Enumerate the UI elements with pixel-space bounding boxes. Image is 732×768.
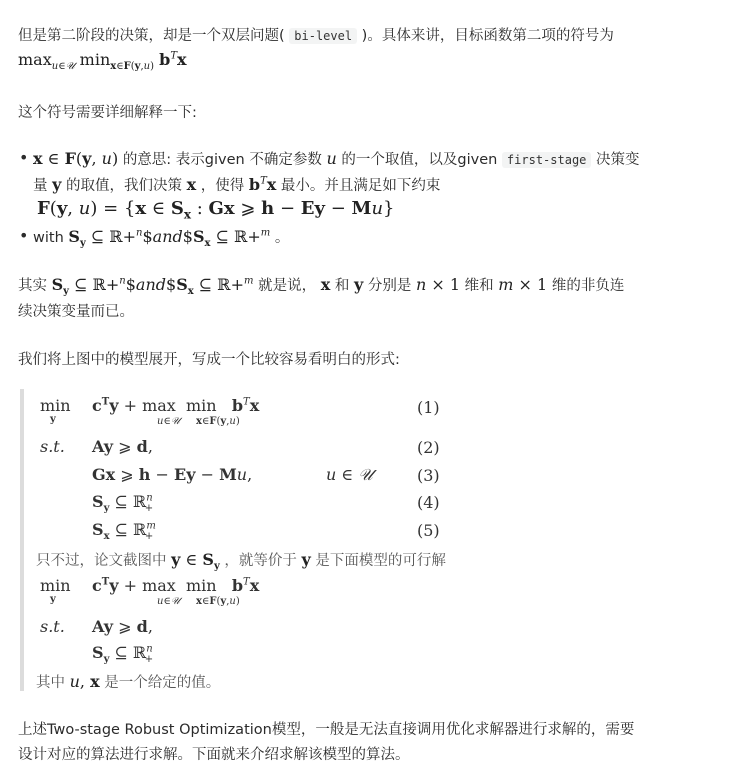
para3-line1: 其实 $S_y$ ⊆ $ℝ+^n\$and\$S_x$ ⊆ ℝ+$^m$ 就是说， x 和 y 分别是 n × 1 维和 m × 1 维的非负连 — [18, 275, 625, 298]
inline-code-bilevel: bi-level — [289, 28, 357, 44]
para4: 我们将上图中的模型展开，写成一个比较容易看明白的形式: — [18, 352, 400, 368]
bullet-dot-2: • — [19, 226, 29, 245]
eq-number-5: (5) — [417, 521, 440, 540]
bullet1-constraint: F(y, u) = {x ∈ $S_x$ : Gx ⩾ h − Ey − Mu} — [37, 198, 395, 222]
eq-number-3: (3) — [417, 466, 440, 485]
eq-number-4: (4) — [417, 493, 440, 512]
para1-line1: 但是第二阶段的决策，却是一个双层问题( bi-level )。具体来讲，目标函数第二项的符号为 — [18, 28, 614, 44]
bullet1-line1: x ∈ F(y, u) 的意思: 表示given 不确定参数 u 的一个取值，以及given first-stage 决策变 — [33, 149, 640, 168]
para5-line2: 设计对应的算法进行求解。下面就来介绍求解该模型的算法。 — [18, 747, 410, 763]
para1-formula: $\max_{u\in 𝒰} \min_{x\in F(y,u)} b^Tx$ — [18, 50, 187, 73]
quote-note-2: 其中 u, x 是一个给定的值。 — [36, 672, 221, 691]
eq-number-1: (1) — [417, 398, 440, 417]
blockquote-bar — [20, 389, 24, 691]
eq-number-2: (2) — [417, 438, 440, 457]
inline-code-first-stage: first-stage — [502, 152, 591, 168]
bullet2-line: with $S_y$ ⊆ $ℝ+^n\$and\$S_x$ ⊆ ℝ+$^m$ 。 — [33, 227, 290, 250]
bullet-dot-1: • — [19, 148, 29, 167]
bullet1-line2: 量 y 的取值，我们决策 x ，使得 $b^Tx$ 最小。并且满足如下约束 — [33, 175, 441, 194]
para2: 这个符号需要详细解释一下: — [18, 105, 197, 121]
quote-note-1: 只不过，论文截图中 y ∈ $S_y$ ，就等价于 y 是下面模型的可行解 — [36, 550, 446, 573]
para3-line2: 续决策变量而已。 — [18, 304, 134, 320]
para5-line1: 上述Two-stage Robust Optimization模型，一般是无法直接调用优化求解器进行求解的，需要 — [18, 722, 635, 738]
